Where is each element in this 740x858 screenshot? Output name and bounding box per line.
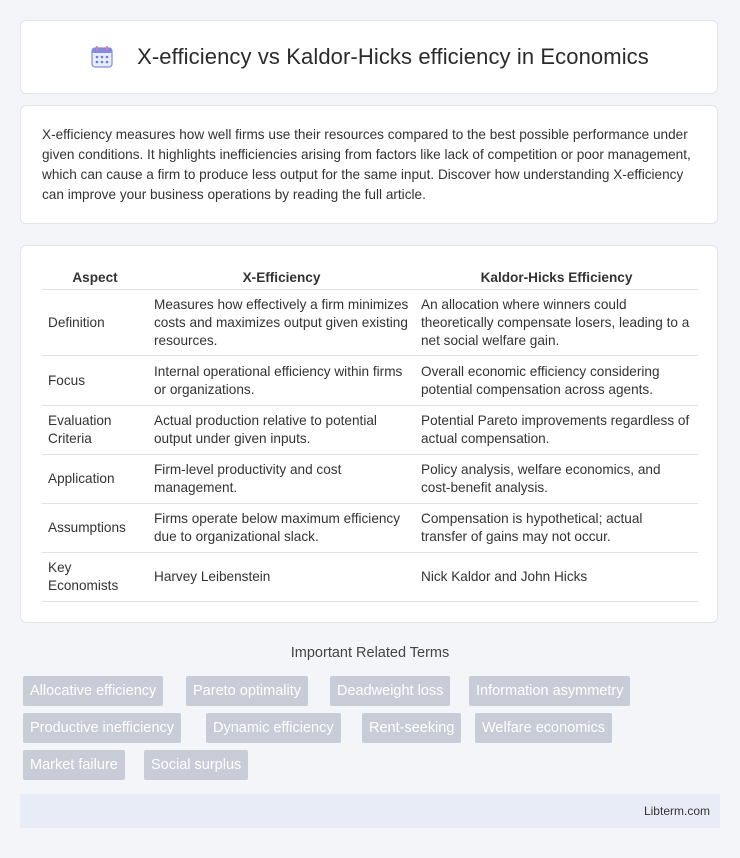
row-kaldor-hicks: Nick Kaldor and John Hicks	[415, 553, 698, 602]
table-row	[42, 455, 698, 504]
comparison-table	[42, 267, 698, 602]
row-aspect: Evaluation Criteria	[42, 406, 148, 455]
related-term-tag[interactable]: Dynamic efficiency	[206, 713, 341, 743]
column-header-aspect: Aspect	[42, 267, 148, 290]
column-header-kaldor-hicks: Kaldor-Hicks Efficiency	[415, 267, 698, 290]
row-x-efficiency: Firm-level productivity and cost management.	[148, 455, 415, 504]
footer	[20, 794, 720, 828]
related-term-tag[interactable]: Welfare economics	[475, 713, 612, 743]
comparison-table-card	[20, 245, 718, 623]
row-x-efficiency: Measures how effectively a firm minimizes costs and maximizes output given existing resources.	[148, 290, 415, 356]
row-aspect: Assumptions	[42, 504, 148, 553]
related-term-tag[interactable]: Market failure	[23, 750, 125, 780]
row-x-efficiency: Internal operational efficiency within firms or organizations.	[148, 356, 415, 406]
row-x-efficiency: Actual production relative to potential output under given inputs.	[148, 406, 415, 455]
row-aspect: Focus	[42, 356, 148, 406]
intro-card	[20, 105, 718, 224]
row-aspect: Definition	[42, 290, 148, 356]
related-term-tag[interactable]: Deadweight loss	[330, 676, 450, 706]
intro-text: X-efficiency measures how well firms use their resources compared to the best possible performance under given conditions. It highlights inefficiencies arising from factors like lack of competition or poor management, which can cause a firm to produce less output for the same input. Discover how understanding X-efficiency can improve your business operations by reading the full article.	[42, 127, 691, 202]
title-card	[20, 20, 718, 94]
row-kaldor-hicks: Policy analysis, welfare economics, and cost-benefit analysis.	[415, 455, 698, 504]
column-header-x-efficiency: X-Efficiency	[148, 267, 415, 290]
row-x-efficiency: Firms operate below maximum efficiency due to organizational slack.	[148, 504, 415, 553]
row-x-efficiency: Harvey Leibenstein	[148, 553, 415, 602]
row-aspect: Key Economists	[42, 553, 148, 602]
table-row	[42, 290, 698, 356]
related-term-tag[interactable]: Rent-seeking	[362, 713, 461, 743]
calendar-grid-icon	[89, 44, 115, 70]
table-header-row	[42, 267, 698, 290]
row-kaldor-hicks: An allocation where winners could theoretically compensate losers, leading to a net social welfare gain.	[415, 290, 698, 356]
row-kaldor-hicks: Compensation is hypothetical; actual transfer of gains may not occur.	[415, 504, 698, 553]
row-kaldor-hicks: Overall economic efficiency considering potential compensation across agents.	[415, 356, 698, 406]
row-kaldor-hicks: Potential Pareto improvements regardless of actual compensation.	[415, 406, 698, 455]
related-term-tag[interactable]: Information asymmetry	[469, 676, 630, 706]
table-row	[42, 406, 698, 455]
table-row	[42, 356, 698, 406]
related-term-tag[interactable]: Pareto optimality	[186, 676, 308, 706]
related-term-tag[interactable]: Productive inefficiency	[23, 713, 181, 743]
row-aspect: Application	[42, 455, 148, 504]
footer-brand[interactable]: Libterm.com	[643, 804, 710, 818]
related-term-tag[interactable]: Allocative efficiency	[23, 676, 163, 706]
table-row	[42, 553, 698, 602]
table-row	[42, 504, 698, 553]
related-terms-title: Important Related Terms	[290, 645, 450, 661]
page-title: X-efficiency vs Kaldor-Hicks efficiency in Economics	[137, 44, 649, 69]
related-term-tag[interactable]: Social surplus	[144, 750, 248, 780]
